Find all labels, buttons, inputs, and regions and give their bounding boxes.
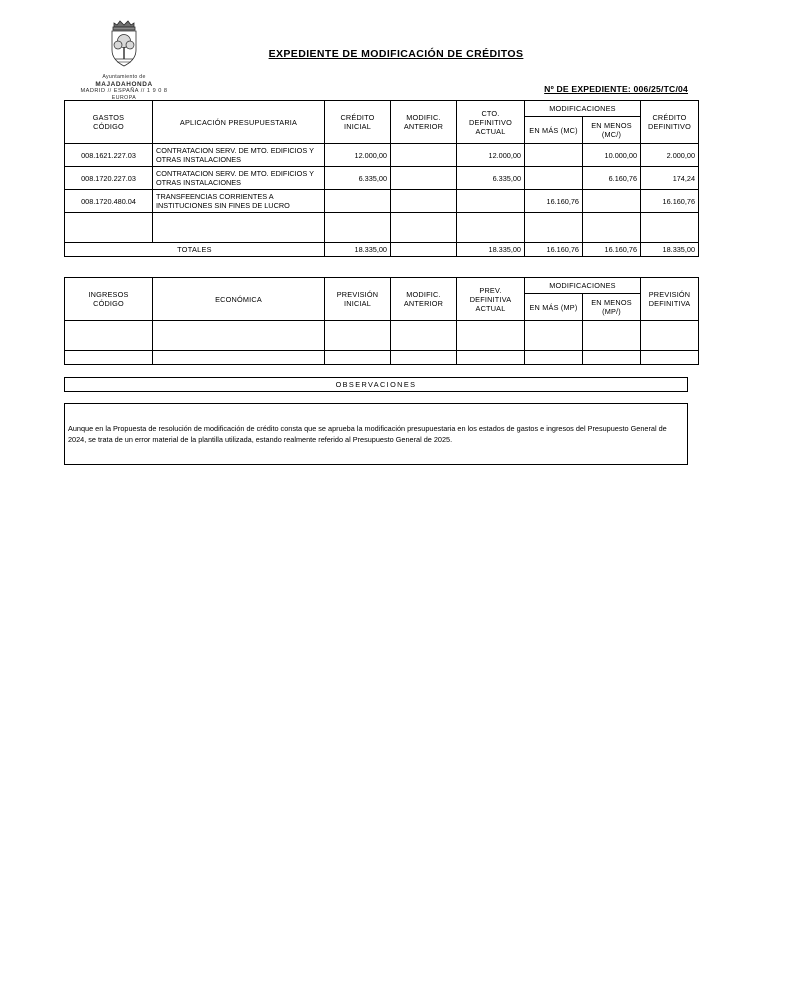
ingresos-row-1-prevision-definitiva xyxy=(641,351,699,365)
gastos-filler-c4 xyxy=(391,213,457,243)
ingresos-header-prev-line3: ACTUAL xyxy=(475,303,506,313)
gastos-row-0-modific-anterior xyxy=(391,144,457,167)
gastos-header-en-menos-line1: EN MENOS xyxy=(591,121,632,131)
ingresos-header-prevision-definitiva-line2: DEFINITIVA xyxy=(648,299,691,308)
gastos-header-credito-inicial xyxy=(325,101,391,144)
gastos-table-wrapper xyxy=(64,100,696,257)
observaciones-spacer-cell xyxy=(65,392,688,404)
gastos-totals-label: TOTALES xyxy=(65,243,325,257)
gastos-totals-credito-inicial: 18.335,00 xyxy=(325,243,391,257)
ingresos-header-modific-anterior-line1: MODIFIC. xyxy=(406,290,441,299)
ingresos-row-0-prev-definitiva xyxy=(457,321,525,351)
ingresos-row-0-modific-anterior xyxy=(391,321,457,351)
ingresos-header-codigo xyxy=(65,278,153,321)
gastos-row-2-cto-definitivo xyxy=(457,190,525,213)
ingresos-header-modific-anterior xyxy=(391,278,457,321)
gastos-filler-c8 xyxy=(641,213,699,243)
ingresos-header-modific-anterior-line2: ANTERIOR xyxy=(403,299,444,308)
crest-caption-line-3: MADRID // ESPAÑA // 1 9 0 8 xyxy=(80,88,168,94)
ingresos-row-1-en-menos xyxy=(583,351,641,365)
ingresos-row-0-prevision-definitiva xyxy=(641,321,699,351)
gastos-row-1-codigo: 008.1720.227.03 xyxy=(65,167,153,190)
ingresos-row-0-economica xyxy=(153,321,325,351)
observaciones-spacer xyxy=(65,392,688,404)
coat-of-arms-icon xyxy=(101,14,147,72)
gastos-header-codigo xyxy=(65,101,153,144)
gastos-header-cto-line1: CTO. xyxy=(481,108,500,118)
ingresos-header-prev-line2: DEFINITIVA xyxy=(469,294,512,304)
expediente-number: Nº DE EXPEDIENTE: 006/25/TC/04 xyxy=(544,84,688,94)
table-row xyxy=(65,144,699,167)
ingresos-row-1-codigo xyxy=(65,351,153,365)
ingresos-table xyxy=(64,277,699,365)
ingresos-header-row-1 xyxy=(65,278,699,294)
gastos-row-2-credito-inicial xyxy=(325,190,391,213)
gastos-header-modific-anterior-line2: ANTERIOR xyxy=(403,122,444,131)
gastos-row-0-cto-definitivo: 12.000,00 xyxy=(457,144,525,167)
gastos-row-0-en-mas xyxy=(525,144,583,167)
gastos-row-0-codigo: 008.1621.227.03 xyxy=(65,144,153,167)
crest-caption xyxy=(64,74,184,102)
observaciones-title: OBSERVACIONES xyxy=(65,378,688,392)
gastos-row-2-codigo: 008.1720.480.04 xyxy=(65,190,153,213)
gastos-header-credito-inicial-line1: CRÉDITO xyxy=(340,113,375,122)
gastos-header-en-menos xyxy=(583,117,641,144)
gastos-row-1-credito-definitivo: 174,24 xyxy=(641,167,699,190)
gastos-header-modific-anterior xyxy=(391,101,457,144)
observaciones-wrapper xyxy=(64,377,688,465)
ingresos-header-prevision-inicial-line1: PREVISIÓN xyxy=(336,290,379,299)
ingresos-header-prev-definitiva xyxy=(457,278,525,321)
gastos-totals-modific-anterior xyxy=(391,243,457,257)
gastos-header-cto-line3: ACTUAL xyxy=(475,126,506,136)
ingresos-row-1-en-mas xyxy=(525,351,583,365)
ingresos-header-en-mas: EN MÁS (MP) xyxy=(525,294,583,321)
gastos-row-1-credito-inicial: 6.335,00 xyxy=(325,167,391,190)
gastos-filler-row xyxy=(65,213,699,243)
gastos-row-2-en-mas: 16.160,76 xyxy=(525,190,583,213)
ingresos-header-modificaciones: MODIFICACIONES xyxy=(525,278,641,294)
gastos-header-row-1 xyxy=(65,101,699,117)
ingresos-row-1-prev-definitiva xyxy=(457,351,525,365)
gastos-header-aplicacion: APLICACIÓN PRESUPUESTARIA xyxy=(153,101,325,144)
gastos-totals-row xyxy=(65,243,699,257)
ingresos-row-1-prevision-inicial xyxy=(325,351,391,365)
gastos-header-codigo-line2: CÓDIGO xyxy=(93,122,124,131)
gastos-totals-cto-definitivo: 18.335,00 xyxy=(457,243,525,257)
gastos-header-modific-anterior-line1: MODIFIC. xyxy=(406,113,441,122)
table-row xyxy=(65,321,699,351)
page-title: EXPEDIENTE DE MODIFICACIÓN DE CRÉDITOS xyxy=(268,48,524,60)
gastos-row-0-credito-inicial: 12.000,00 xyxy=(325,144,391,167)
table-row xyxy=(65,351,699,365)
ingresos-header-prevision-inicial-line2: INICIAL xyxy=(344,299,371,308)
ingresos-row-0-codigo xyxy=(65,321,153,351)
section-gap-2 xyxy=(0,365,792,377)
gastos-header-credito-inicial-line2: INICIAL xyxy=(344,122,371,131)
gastos-row-1-aplicacion: CONTRATACION SERV. DE MTO. EDIFICIOS Y OTRAS INSTALACIONES xyxy=(153,167,325,190)
ingresos-header-en-menos-line1: EN MENOS xyxy=(591,298,632,308)
gastos-filler-c5 xyxy=(457,213,525,243)
gastos-header-credito-definitivo-line1: CRÉDITO xyxy=(652,113,687,122)
gastos-row-0-aplicacion: CONTRATACION SERV. DE MTO. EDIFICIOS Y OTRAS INSTALACIONES xyxy=(153,144,325,167)
ingresos-header-codigo-line1: INGRESOS xyxy=(88,290,129,299)
ingresos-row-0-prevision-inicial xyxy=(325,321,391,351)
gastos-table xyxy=(64,100,699,257)
gastos-filler-c6 xyxy=(525,213,583,243)
gastos-header-cto-definitivo xyxy=(457,101,525,144)
gastos-header-en-menos-line2: (MC/) xyxy=(601,130,622,140)
ingresos-row-0-en-mas xyxy=(525,321,583,351)
gastos-header-codigo-line1: GASTOS xyxy=(92,113,125,122)
gastos-row-0-credito-definitivo: 2.000,00 xyxy=(641,144,699,167)
gastos-totals-en-mas: 16.160,76 xyxy=(525,243,583,257)
ingresos-header-en-menos-line2: (MP/) xyxy=(602,307,621,317)
gastos-header-modificaciones: MODIFICACIONES xyxy=(525,101,641,117)
ingresos-header-economica: ECONÓMICA xyxy=(153,278,325,321)
gastos-filler-c1 xyxy=(65,213,153,243)
gastos-filler-c2 xyxy=(153,213,325,243)
gastos-row-2-en-menos xyxy=(583,190,641,213)
gastos-row-2-aplicacion: TRANSFEENCIAS CORRIENTES A INSTITUCIONES SIN FINES DE LUCRO xyxy=(153,190,325,213)
gastos-row-1-en-menos: 6.160,76 xyxy=(583,167,641,190)
gastos-totals-en-menos: 16.160,76 xyxy=(583,243,641,257)
ingresos-header-prevision-definitiva-line1: PREVISIÓN xyxy=(648,290,691,299)
gastos-filler-c7 xyxy=(583,213,641,243)
gastos-row-0-en-menos: 10.000,00 xyxy=(583,144,641,167)
crest-caption-line-1: Ayuntamiento de xyxy=(102,74,146,80)
gastos-row-1-cto-definitivo: 6.335,00 xyxy=(457,167,525,190)
gastos-row-1-en-mas xyxy=(525,167,583,190)
gastos-totals-credito-definitivo: 18.335,00 xyxy=(641,243,699,257)
section-gap-1 xyxy=(0,257,792,277)
gastos-row-2-modific-anterior xyxy=(391,190,457,213)
ingresos-table-wrapper xyxy=(64,277,691,365)
ingresos-header-prevision-definitiva xyxy=(641,278,699,321)
gastos-header-credito-definitivo-line2: DEFINITIVO xyxy=(648,122,691,131)
ingresos-row-0-en-menos xyxy=(583,321,641,351)
ingresos-header-prevision-inicial xyxy=(325,278,391,321)
gastos-filler-c3 xyxy=(325,213,391,243)
observaciones-text: Aunque en la Propuesta de resolución de modificación de crédito consta que se aprueba la modificación presupuestaria en los estados de gastos e ingresos del Presupuesto General de 2024, se trata de un error material de la plantilla utilizada, estando realmente referido al Presupuesto General de 2025. xyxy=(65,404,688,465)
crest-caption-line-2: MAJADAHONDA xyxy=(95,81,153,88)
table-row xyxy=(65,190,699,213)
observaciones-table xyxy=(64,377,688,465)
document-header xyxy=(0,0,792,100)
gastos-row-1-modific-anterior xyxy=(391,167,457,190)
observaciones-body-row xyxy=(65,404,688,465)
ingresos-row-1-modific-anterior xyxy=(391,351,457,365)
gastos-header-credito-definitivo xyxy=(641,101,699,144)
ingresos-row-1-economica xyxy=(153,351,325,365)
table-row xyxy=(65,167,699,190)
crest-caption-line-4: EUROPA xyxy=(111,95,137,101)
observaciones-title-row xyxy=(65,378,688,392)
ingresos-header-prev-line1: PREV. xyxy=(479,285,502,295)
gastos-header-en-mas: EN MÁS (MC) xyxy=(525,117,583,144)
gastos-row-2-credito-definitivo: 16.160,76 xyxy=(641,190,699,213)
gastos-header-cto-line2: DEFINITIVO xyxy=(469,117,512,127)
ingresos-header-en-menos xyxy=(583,294,641,321)
ingresos-header-codigo-line2: CÓDIGO xyxy=(93,299,124,308)
